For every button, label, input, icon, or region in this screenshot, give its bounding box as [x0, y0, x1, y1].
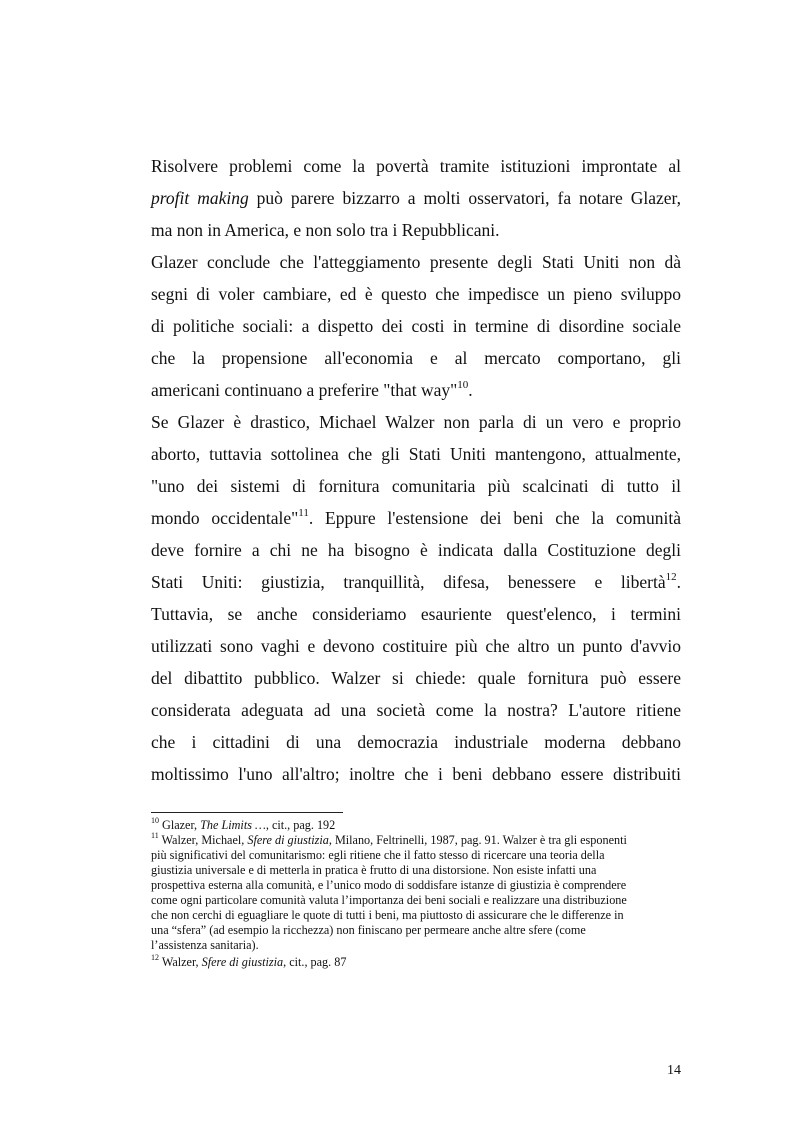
body-line — [151, 443, 681, 465]
footnote-line — [151, 923, 681, 938]
text: Glazer, — [159, 818, 201, 832]
body-line — [151, 347, 681, 369]
footnote-11 — [151, 830, 681, 848]
footnote-line — [151, 848, 681, 863]
body-line — [151, 731, 681, 753]
italic-title: The Limits … — [200, 818, 266, 832]
text: Se Glazer è drastico, Michael Walzer non parla di un vero e proprio — [151, 412, 681, 432]
body-line — [151, 539, 681, 561]
body-line — [151, 571, 681, 593]
body-line — [151, 379, 681, 401]
text: del dibattito pubblico. Walzer si chiede: quale fornitura può essere — [151, 668, 681, 688]
footnote-10 — [151, 815, 681, 833]
body-line — [151, 667, 681, 689]
body-line — [151, 635, 681, 657]
text: moltissimo l'uno all'altro; inoltre che i beni debbano essere distribuiti — [151, 764, 681, 784]
text: di politiche sociali: a dispetto dei costi in termine di disordine sociale — [151, 316, 681, 336]
text: . — [676, 572, 681, 592]
text: deve fornire a chi ne ha bisogno è indicata dalla Costituzione degli — [151, 540, 681, 560]
body-line — [151, 763, 681, 785]
text: mondo occidentale" — [151, 508, 299, 528]
text: , Milano, Feltrinelli, 1987, pag. 91. Walzer è tra gli esponenti — [328, 833, 627, 847]
body-line — [151, 315, 681, 337]
footnote-12 — [151, 952, 681, 970]
footnote-ref: 12 — [665, 571, 677, 584]
text: ma non in America, e non solo tra i Repubblicani. — [151, 220, 500, 240]
text: che non cerchi di eguagliare le quote di tutti i beni, ma piuttosto di assicurare che le differenze in — [151, 908, 624, 922]
italic-term: profit making — [151, 188, 249, 208]
text: l’assistenza sanitaria). — [151, 938, 259, 952]
text: come ogni particolare comunità valuta l’importanza dei beni sociali e realizzare una distribuzione — [151, 893, 627, 907]
text: . — [468, 380, 473, 400]
footnote-number: 12 — [151, 952, 159, 962]
footnote-number: 11 — [151, 830, 159, 840]
footnote-ref: 11 — [298, 507, 309, 520]
footnote-line — [151, 878, 681, 893]
body-line — [151, 251, 681, 273]
italic-title: Sfere di giustizia — [247, 833, 329, 847]
text: Walzer, — [159, 955, 202, 969]
body-line — [151, 603, 681, 625]
text: americani continuano a preferire "that way" — [151, 380, 458, 400]
text: aborto, tuttavia sottolinea che gli Stati Uniti mantengono, attualmente, — [151, 444, 681, 464]
body-line — [151, 475, 681, 497]
body-line — [151, 155, 681, 177]
italic-title: Sfere di giustizia — [201, 955, 284, 969]
text: . Eppure l'estensione dei beni che la comunità — [308, 508, 681, 528]
text: una “sfera” (ad esempio la ricchezza) non finiscano per permeare anche altre sfere (come — [151, 923, 586, 937]
text: che i cittadini di una democrazia industriale moderna debbano — [151, 732, 681, 752]
text: Tuttavia, se anche consideriamo esauriente quest'elenco, i termini — [151, 604, 681, 624]
text: , cit., pag. 192 — [265, 818, 336, 832]
footnote-separator — [151, 812, 343, 813]
body-line — [151, 411, 681, 433]
text: considerata adeguata ad una società come la nostra? L'autore ritiene — [151, 700, 681, 720]
body-line — [151, 187, 681, 209]
footnote-line — [151, 908, 681, 923]
text: prospettiva esterna alla comunità, e l’unico modo di soddisfare istanze di giustizia è comprendere — [151, 878, 627, 892]
footnote-number: 10 — [151, 815, 159, 825]
footnote-line — [151, 938, 681, 953]
body-line — [151, 507, 681, 529]
body-line — [151, 283, 681, 305]
text: che la propensione all'economia e al mercato comportano, gli — [151, 348, 681, 368]
text: utilizzati sono vaghi e devono costituire più che altro un punto d'avvio — [151, 636, 681, 656]
text: "uno dei sistemi di fornitura comunitaria più scalcinati di tutto il — [151, 476, 681, 496]
text: Stati Uniti: giustizia, tranquillità, difesa, benessere e libertà — [151, 572, 666, 592]
page-number: 14 — [667, 1063, 681, 1078]
text: Risolvere problemi come la povertà tramite istituzioni improntate al — [151, 156, 681, 176]
footnote-ref: 10 — [457, 379, 469, 392]
footnote-line — [151, 893, 681, 908]
text: più significativi del comunitarismo: egli ritiene che il fatto stesso di ricercare una teoria della — [151, 848, 605, 862]
text: può parere bizzarro a molti osservatori, fa notare Glazer, — [248, 188, 682, 208]
text: Walzer, Michael, — [158, 833, 248, 847]
text: , cit., pag. 87 — [283, 955, 347, 969]
body-line — [151, 699, 681, 721]
text: giustizia universale e di metterla in pratica è frutto di una distorsione. Non esiste infatti una — [151, 863, 597, 877]
footnote-line — [151, 863, 681, 878]
text: Glazer conclude che l'atteggiamento presente degli Stati Uniti non dà — [151, 252, 681, 272]
text: segni di voler cambiare, ed è questo che impedisce un pieno sviluppo — [151, 284, 681, 304]
body-line — [151, 219, 681, 241]
